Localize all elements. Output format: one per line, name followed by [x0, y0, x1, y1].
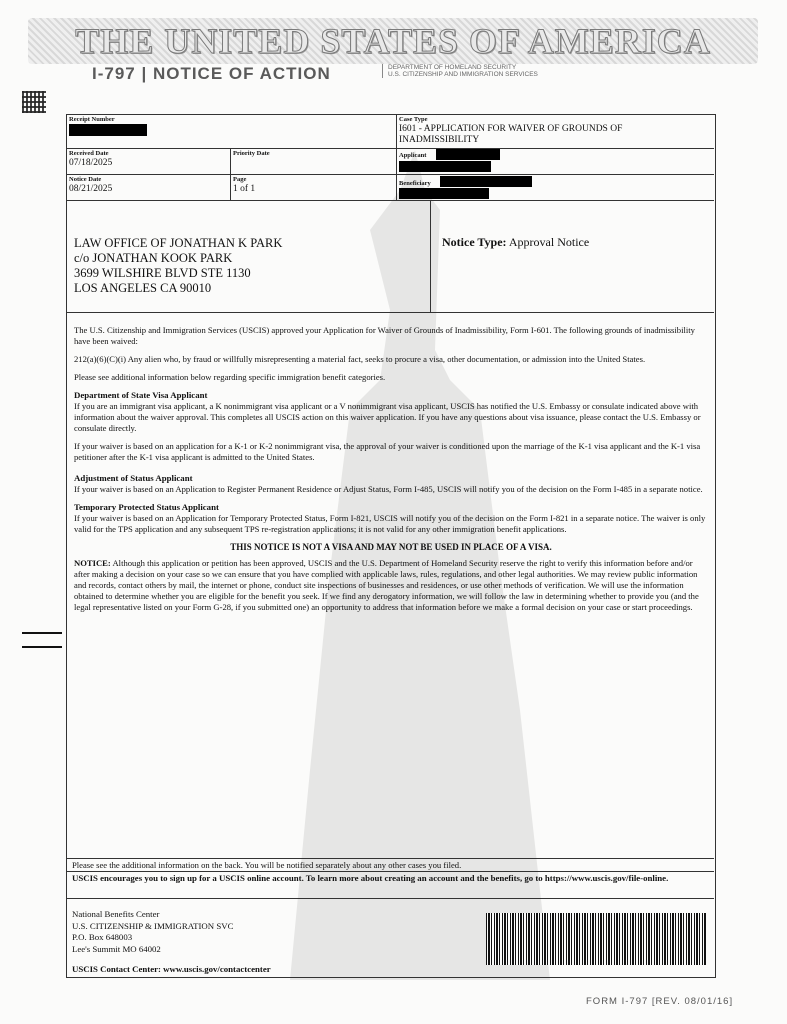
address-line: 3699 WILSHIRE BLVD STE 1130: [74, 266, 251, 280]
divider: [66, 200, 714, 201]
k1-visa-paragraph: If your waiver is based on an application for a K-1 or K-2 nonimmigrant visa, the approval of your waiver is conditioned upon the marriage of the K-1 visa applicant and the K-1 visa petitioner after the K-1 visa applicant is admitted to the United States.: [74, 441, 701, 462]
waived-grounds-paragraph: 212(a)(6)(C)(i) Any alien who, by fraud or willfully misrepresenting a material fact, seeks to procure a visa, other documentation, or admission into the United States.: [74, 354, 646, 364]
notice-body: [74, 325, 708, 620]
address-line: c/o JONATHAN KOOK PARK: [74, 251, 233, 265]
applicant-redacted: [436, 149, 500, 160]
receipt-number-redacted: [69, 124, 147, 136]
notice-type-value: Approval Notice: [508, 235, 590, 249]
tps-paragraph: If your waiver is based on an Application for Temporary Protected Status, Form I-821, USCIS will notify you of the decision on the Form I-821 in a separate notice. The waiver is only valid for the TPS application and any subsequent TPS re-registration applications; it is not valid for any other immigration benefit applications.: [74, 513, 706, 534]
contact-center: USCIS Contact Center: www.uscis.gov/contactcenter: [72, 964, 271, 974]
divider: [230, 148, 231, 201]
dept-line-1: DEPARTMENT OF HOMELAND SECURITY: [388, 64, 517, 71]
barcode-icon: [486, 913, 706, 965]
notice-paragraph: [74, 558, 708, 613]
margin-mark: [22, 646, 62, 648]
divider: [396, 114, 397, 201]
divider: [66, 148, 714, 149]
beneficiary-redacted: [440, 176, 532, 187]
section-heading-adjustment: Adjustment of Status Applicant: [74, 473, 193, 483]
additional-info-note: Please see the additional information on the back. You will be notified separately about any other cases you filed.: [72, 860, 462, 870]
form-revision: FORM I-797 [REV. 08/01/16]: [586, 996, 734, 1007]
center-line: Lee's Summit MO 64002: [72, 943, 161, 954]
section-heading-tps: Temporary Protected Status Applicant: [74, 502, 219, 512]
mailing-address: [74, 236, 282, 296]
approval-paragraph: The U.S. Citizenship and Immigration Services (USCIS) approved your Application for Waiver of Grounds of Inadmissibility, Form I-601. The following grounds of inadmissibility have been waived:: [74, 325, 695, 346]
divider: [66, 898, 714, 899]
case-type-label: Case Type: [399, 116, 428, 123]
notice-type: [442, 235, 589, 250]
received-date-value: 07/18/2025: [69, 158, 113, 168]
divider: [66, 858, 714, 859]
center-line: P.O. Box 648003: [72, 932, 133, 942]
margin-mark: [22, 632, 62, 634]
divider: [66, 174, 714, 175]
additional-info-paragraph: Please see additional information below regarding specific immigration benefit categories.: [74, 372, 386, 382]
notice-label: NOTICE:: [74, 558, 111, 568]
divider: [66, 312, 714, 313]
received-date-label: Received Date: [69, 150, 109, 157]
notice-date-value: 08/21/2025: [69, 184, 113, 194]
department-label: [382, 64, 538, 78]
page-label: Page: [233, 176, 247, 183]
section-heading-state-visa: Department of State Visa Applicant: [74, 390, 208, 400]
case-type-value: I601 - APPLICATION FOR WAIVER OF GROUNDS OF INADMISSIBILITY: [399, 124, 623, 145]
applicant-redacted: [399, 161, 491, 172]
beneficiary-label: Beneficiary: [399, 180, 431, 187]
header-banner: [28, 18, 758, 64]
adjustment-paragraph: If your waiver is based on an Application to Register Permanent Residence or Adjust Status, Form I-485, USCIS will notify you of the decision on the Form I-485 in a separate notice.: [74, 484, 703, 494]
beneficiary-redacted: [399, 188, 489, 199]
page-value: 1 of 1: [233, 184, 256, 194]
online-account-note: USCIS encourages you to sign up for a USCIS online account. To learn more about creating an account and the benefits, go to https://www.uscis.gov/file-online.: [72, 873, 669, 883]
notice-date-label: Notice Date: [69, 176, 102, 183]
state-visa-paragraph: If you are an immigrant visa applicant, a K nonimmigrant visa applicant or a V nonimmigrant visa applicant, USCIS has notified the U.S. Embassy or consulate indicated above with information about the waiver approval. This completes all USCIS action on this waiver application. If you have any questions about visa issuance, please contact the U.S. Embassy or consulate directly.: [74, 401, 701, 433]
notice-type-label: Notice Type:: [442, 235, 507, 249]
address-line: LOS ANGELES CA 90010: [74, 281, 212, 295]
applicant-label: Applicant: [399, 152, 427, 159]
center-line: National Benefits Center: [72, 909, 160, 919]
qr-code-icon: [22, 91, 46, 113]
visa-warning: THIS NOTICE IS NOT A VISA AND MAY NOT BE USED IN PLACE OF A VISA.: [230, 542, 552, 552]
divider: [430, 200, 431, 312]
divider: [66, 871, 714, 872]
banner-title: THE UNITED STATES OF AMERICA: [75, 21, 711, 61]
form-title: I-797 | NOTICE OF ACTION: [92, 64, 331, 83]
center-line: U.S. CITIZENSHIP & IMMIGRATION SVC: [72, 920, 234, 931]
receipt-number-label: Receipt Number: [69, 116, 115, 123]
notice-text: Although this application or petition has been approved, USCIS and the U.S. Department of Homeland Security reserve the right to verify this information before and/or after making a decision on your case so we can ensure that you have complied with applicable laws, rules, regulations, and other legal authorities. We may review public information and records, contact others by mail, the internet or phone, conduct site inspections of businesses and residences, or use other methods of verification. We will use the information obtained to determine whether you are eligible for the benefit you seek. If we find any derogatory information, we will follow the law in determining whether to provide you (and the legal representative listed on your Form G-28, if you submitted one) an opportunity to address that information before we make a formal decision on your case or start proceedings.: [74, 558, 699, 612]
dept-line-2: U.S. CITIZENSHIP AND IMMIGRATION SERVICES: [388, 71, 538, 78]
address-line: LAW OFFICE OF JONATHAN K PARK: [74, 236, 283, 250]
service-center-address: [72, 909, 233, 955]
priority-date-label: Priority Date: [233, 150, 270, 157]
